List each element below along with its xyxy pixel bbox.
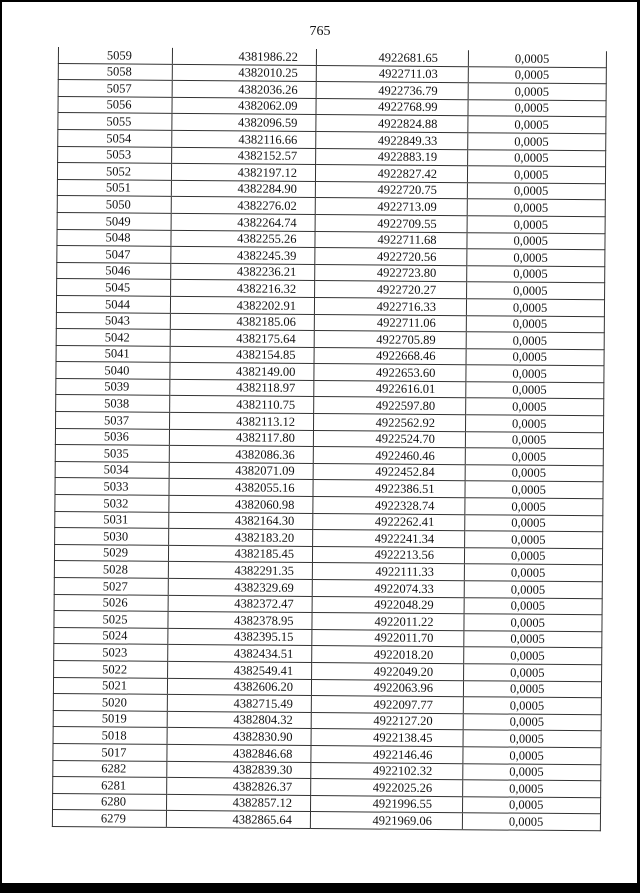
precision-cell: 0,0005 bbox=[464, 647, 602, 665]
y-coordinate-cell: 4922849.33 bbox=[316, 131, 468, 149]
x-coordinate-cell: 4382264.74 bbox=[171, 213, 315, 231]
x-coordinate-cell: 4381986.22 bbox=[172, 48, 316, 65]
precision-cell: 0,0005 bbox=[466, 332, 604, 350]
point-number-cell: 5022 bbox=[54, 660, 168, 677]
x-coordinate-cell: 4382202.91 bbox=[170, 296, 314, 314]
x-coordinate-cell: 4382086.36 bbox=[169, 446, 313, 464]
y-coordinate-cell: 4922723.80 bbox=[315, 264, 467, 282]
precision-cell: 0,0005 bbox=[463, 763, 601, 781]
x-coordinate-cell: 4382846.68 bbox=[167, 744, 311, 762]
x-coordinate-cell: 4382284.90 bbox=[171, 180, 315, 198]
precision-cell: 0,0005 bbox=[465, 431, 603, 449]
precision-cell: 0,0005 bbox=[466, 299, 604, 317]
precision-cell: 0,0005 bbox=[467, 166, 605, 184]
point-number-cell: 5037 bbox=[56, 412, 170, 429]
precision-cell: 0,0005 bbox=[464, 581, 602, 599]
point-number-cell: 5018 bbox=[53, 727, 167, 744]
precision-cell: 0,0005 bbox=[468, 133, 606, 151]
precision-cell: 0,0005 bbox=[465, 415, 603, 433]
y-coordinate-cell: 4922720.56 bbox=[315, 248, 467, 266]
y-coordinate-cell: 4922616.01 bbox=[314, 380, 466, 398]
x-coordinate-cell: 4382804.32 bbox=[167, 711, 311, 729]
precision-cell: 0,0005 bbox=[465, 514, 603, 532]
point-number-cell: 5046 bbox=[57, 262, 171, 279]
x-coordinate-cell: 4382826.37 bbox=[167, 778, 311, 796]
x-coordinate-cell: 4382117.80 bbox=[169, 429, 313, 447]
precision-cell: 0,0005 bbox=[462, 813, 600, 831]
point-number-cell: 5020 bbox=[53, 694, 167, 711]
point-number-cell: 5055 bbox=[58, 113, 172, 130]
x-coordinate-cell: 4382164.30 bbox=[169, 512, 313, 530]
y-coordinate-cell: 4922711.68 bbox=[315, 231, 467, 249]
x-coordinate-cell: 4382245.39 bbox=[171, 247, 315, 265]
y-coordinate-cell: 4922720.75 bbox=[315, 181, 467, 199]
x-coordinate-cell: 4382255.26 bbox=[171, 230, 315, 248]
y-coordinate-cell: 4922048.29 bbox=[312, 596, 464, 614]
point-number-cell: 5042 bbox=[56, 329, 170, 346]
y-coordinate-cell: 4922736.79 bbox=[316, 82, 468, 100]
y-coordinate-cell: 4922711.03 bbox=[316, 65, 468, 83]
precision-cell: 0,0005 bbox=[468, 50, 606, 67]
y-coordinate-cell: 4922146.46 bbox=[311, 745, 463, 763]
point-number-cell: 6280 bbox=[53, 793, 167, 810]
precision-cell: 0,0005 bbox=[468, 116, 606, 134]
x-coordinate-cell: 4382149.00 bbox=[170, 363, 314, 381]
x-coordinate-cell: 4382216.32 bbox=[171, 280, 315, 298]
page-number: 765 bbox=[309, 24, 331, 39]
x-coordinate-cell: 4382152.57 bbox=[172, 147, 316, 165]
point-number-cell: 5041 bbox=[56, 345, 170, 362]
point-number-cell: 5048 bbox=[57, 229, 171, 246]
x-coordinate-cell: 4382154.85 bbox=[170, 346, 314, 364]
y-coordinate-cell: 4922102.32 bbox=[311, 762, 463, 780]
x-coordinate-cell: 4382060.98 bbox=[169, 495, 313, 513]
y-coordinate-cell: 4922063.96 bbox=[311, 679, 463, 697]
precision-cell: 0,0005 bbox=[467, 232, 605, 250]
precision-cell: 0,0005 bbox=[465, 448, 603, 466]
y-coordinate-cell: 4922768.99 bbox=[316, 98, 468, 116]
precision-cell: 0,0005 bbox=[464, 597, 602, 615]
y-coordinate-cell: 4922681.65 bbox=[316, 49, 468, 66]
precision-cell: 0,0005 bbox=[465, 465, 603, 483]
point-number-cell: 5045 bbox=[57, 279, 171, 296]
y-coordinate-cell: 4922011.70 bbox=[312, 629, 464, 647]
x-coordinate-cell: 4382185.06 bbox=[170, 313, 314, 331]
y-coordinate-cell: 4922883.19 bbox=[316, 148, 468, 166]
x-coordinate-cell: 4382549.41 bbox=[168, 661, 312, 679]
y-coordinate-cell: 4922827.42 bbox=[315, 165, 467, 183]
precision-cell: 0,0005 bbox=[464, 664, 602, 682]
point-number-cell: 5033 bbox=[55, 478, 169, 495]
precision-cell: 0,0005 bbox=[464, 564, 602, 582]
x-coordinate-cell: 4382395.15 bbox=[168, 628, 312, 646]
y-coordinate-cell: 4922597.80 bbox=[314, 397, 466, 415]
point-number-cell: 5034 bbox=[55, 461, 169, 478]
point-number-cell: 5032 bbox=[55, 495, 169, 512]
x-coordinate-cell: 4382434.51 bbox=[168, 645, 312, 663]
x-coordinate-cell: 4382865.64 bbox=[166, 811, 310, 829]
point-number-cell: 6282 bbox=[53, 760, 167, 777]
x-coordinate-cell: 4382857.12 bbox=[167, 794, 311, 812]
precision-cell: 0,0005 bbox=[463, 697, 601, 715]
scan-border-top bbox=[0, 0, 640, 2]
point-number-cell: 5057 bbox=[58, 80, 172, 97]
precision-cell: 0,0005 bbox=[468, 149, 606, 167]
x-coordinate-cell: 4382715.49 bbox=[167, 695, 311, 713]
x-coordinate-cell: 4382236.21 bbox=[171, 263, 315, 281]
x-coordinate-cell: 4382329.69 bbox=[168, 578, 312, 596]
y-coordinate-cell: 4922262.41 bbox=[313, 513, 465, 531]
precision-cell: 0,0005 bbox=[468, 100, 606, 118]
point-number-cell: 5056 bbox=[58, 96, 172, 113]
y-coordinate-cell: 4922097.77 bbox=[311, 696, 463, 714]
point-number-cell: 5025 bbox=[54, 611, 168, 628]
x-coordinate-cell: 4382110.75 bbox=[170, 396, 314, 414]
point-number-cell: 6281 bbox=[53, 777, 167, 794]
point-number-cell: 5039 bbox=[56, 378, 170, 395]
x-coordinate-cell: 4382116.66 bbox=[172, 130, 316, 148]
precision-cell: 0,0005 bbox=[467, 216, 605, 234]
y-coordinate-cell: 4922127.20 bbox=[311, 712, 463, 730]
y-coordinate-cell: 4922138.45 bbox=[311, 729, 463, 747]
point-number-cell: 5047 bbox=[57, 246, 171, 263]
precision-cell: 0,0005 bbox=[463, 780, 601, 798]
coordinates-table-body bbox=[52, 47, 606, 831]
point-number-cell: 5021 bbox=[53, 677, 167, 694]
point-number-cell: 5038 bbox=[56, 395, 170, 412]
x-coordinate-cell: 4382839.30 bbox=[167, 761, 311, 779]
x-coordinate-cell: 4382113.12 bbox=[170, 412, 314, 430]
y-coordinate-cell: 4922213.56 bbox=[312, 546, 464, 564]
y-coordinate-cell: 4922241.34 bbox=[313, 530, 465, 548]
x-coordinate-cell: 4382055.16 bbox=[169, 479, 313, 497]
point-number-cell: 5030 bbox=[55, 528, 169, 545]
x-coordinate-cell: 4382062.09 bbox=[172, 97, 316, 115]
x-coordinate-cell: 4382183.20 bbox=[169, 529, 313, 547]
precision-cell: 0,0005 bbox=[466, 365, 604, 383]
y-coordinate-cell: 4922824.88 bbox=[316, 115, 468, 133]
y-coordinate-cell: 4922018.20 bbox=[312, 646, 464, 664]
point-number-cell: 5028 bbox=[54, 561, 168, 578]
point-number-cell: 5058 bbox=[58, 63, 172, 80]
precision-cell: 0,0005 bbox=[463, 730, 601, 748]
x-coordinate-cell: 4382096.59 bbox=[172, 114, 316, 132]
precision-cell: 0,0005 bbox=[466, 348, 604, 366]
precision-cell: 0,0005 bbox=[464, 630, 602, 648]
point-number-cell: 5043 bbox=[56, 312, 170, 329]
point-number-cell: 5052 bbox=[57, 163, 171, 180]
precision-cell: 0,0005 bbox=[464, 548, 602, 566]
y-coordinate-cell: 4922713.09 bbox=[315, 198, 467, 216]
y-coordinate-cell: 4922720.27 bbox=[315, 281, 467, 299]
point-number-cell: 5040 bbox=[56, 362, 170, 379]
y-coordinate-cell: 4922716.33 bbox=[314, 297, 466, 315]
point-number-cell: 5050 bbox=[57, 196, 171, 213]
y-coordinate-cell: 4922111.33 bbox=[312, 563, 464, 581]
scan-border-left bbox=[0, 0, 2, 893]
precision-cell: 0,0005 bbox=[467, 249, 605, 267]
point-number-cell: 5024 bbox=[54, 627, 168, 644]
point-number-cell: 5017 bbox=[53, 743, 167, 760]
y-coordinate-cell: 4921996.55 bbox=[311, 795, 463, 813]
x-coordinate-cell: 4382378.95 bbox=[168, 612, 312, 630]
precision-cell: 0,0005 bbox=[462, 796, 600, 814]
precision-cell: 0,0005 bbox=[465, 498, 603, 516]
y-coordinate-cell: 4922668.46 bbox=[314, 347, 466, 365]
point-number-cell: 5044 bbox=[56, 295, 170, 312]
x-coordinate-cell: 4382010.25 bbox=[172, 64, 316, 82]
x-coordinate-cell: 4382175.64 bbox=[170, 329, 314, 347]
y-coordinate-cell: 4922653.60 bbox=[314, 364, 466, 382]
coordinates-table bbox=[52, 47, 607, 831]
precision-cell: 0,0005 bbox=[468, 83, 606, 101]
point-number-cell: 5029 bbox=[54, 544, 168, 561]
y-coordinate-cell: 4922025.26 bbox=[311, 779, 463, 797]
precision-cell: 0,0005 bbox=[463, 747, 601, 765]
x-coordinate-cell: 4382830.90 bbox=[167, 728, 311, 746]
precision-cell: 0,0005 bbox=[464, 614, 602, 632]
y-coordinate-cell: 4922460.46 bbox=[313, 447, 465, 465]
point-number-cell: 5051 bbox=[57, 179, 171, 196]
y-coordinate-cell: 4922386.51 bbox=[313, 480, 465, 498]
y-coordinate-cell: 4922049.20 bbox=[312, 662, 464, 680]
point-number-cell: 5026 bbox=[54, 594, 168, 611]
point-number-cell: 5059 bbox=[58, 47, 172, 64]
y-coordinate-cell: 4922524.70 bbox=[313, 430, 465, 448]
x-coordinate-cell: 4382291.35 bbox=[168, 562, 312, 580]
x-coordinate-cell: 4382606.20 bbox=[167, 678, 311, 696]
point-number-cell: 5053 bbox=[58, 146, 172, 163]
point-number-cell: 5054 bbox=[58, 129, 172, 146]
point-number-cell: 5019 bbox=[53, 710, 167, 727]
point-number-cell: 5031 bbox=[55, 511, 169, 528]
precision-cell: 0,0005 bbox=[468, 66, 606, 84]
x-coordinate-cell: 4382036.26 bbox=[172, 81, 316, 99]
x-coordinate-cell: 4382197.12 bbox=[171, 164, 315, 182]
point-number-cell: 5035 bbox=[55, 445, 169, 462]
precision-cell: 0,0005 bbox=[466, 382, 604, 400]
x-coordinate-cell: 4382118.97 bbox=[170, 379, 314, 397]
precision-cell: 0,0005 bbox=[467, 199, 605, 217]
y-coordinate-cell: 4922011.22 bbox=[312, 613, 464, 631]
precision-cell: 0,0005 bbox=[463, 713, 601, 731]
y-coordinate-cell: 4922711.06 bbox=[314, 314, 466, 332]
precision-cell: 0,0005 bbox=[463, 680, 601, 698]
x-coordinate-cell: 4382372.47 bbox=[168, 595, 312, 613]
point-number-cell: 5023 bbox=[54, 644, 168, 661]
x-coordinate-cell: 4382071.09 bbox=[169, 462, 313, 480]
precision-cell: 0,0005 bbox=[467, 265, 605, 283]
precision-cell: 0,0005 bbox=[465, 531, 603, 549]
precision-cell: 0,0005 bbox=[466, 315, 604, 333]
precision-cell: 0,0005 bbox=[466, 398, 604, 416]
y-coordinate-cell: 4922705.89 bbox=[314, 331, 466, 349]
y-coordinate-cell: 4922074.33 bbox=[312, 580, 464, 598]
y-coordinate-cell: 4922328.74 bbox=[313, 497, 465, 515]
scan-border-bottom bbox=[0, 883, 640, 893]
y-coordinate-cell: 4922452.84 bbox=[313, 463, 465, 481]
y-coordinate-cell: 4922709.55 bbox=[315, 214, 467, 232]
x-coordinate-cell: 4382276.02 bbox=[171, 197, 315, 215]
y-coordinate-cell: 4921969.06 bbox=[310, 812, 462, 830]
point-number-cell: 5027 bbox=[54, 577, 168, 594]
y-coordinate-cell: 4922562.92 bbox=[313, 414, 465, 432]
point-number-cell: 5036 bbox=[55, 428, 169, 445]
precision-cell: 0,0005 bbox=[467, 282, 605, 300]
precision-cell: 0,0005 bbox=[467, 182, 605, 200]
point-number-cell: 6279 bbox=[52, 810, 166, 827]
precision-cell: 0,0005 bbox=[465, 481, 603, 499]
point-number-cell: 5049 bbox=[57, 212, 171, 229]
x-coordinate-cell: 4382185.45 bbox=[168, 545, 312, 563]
